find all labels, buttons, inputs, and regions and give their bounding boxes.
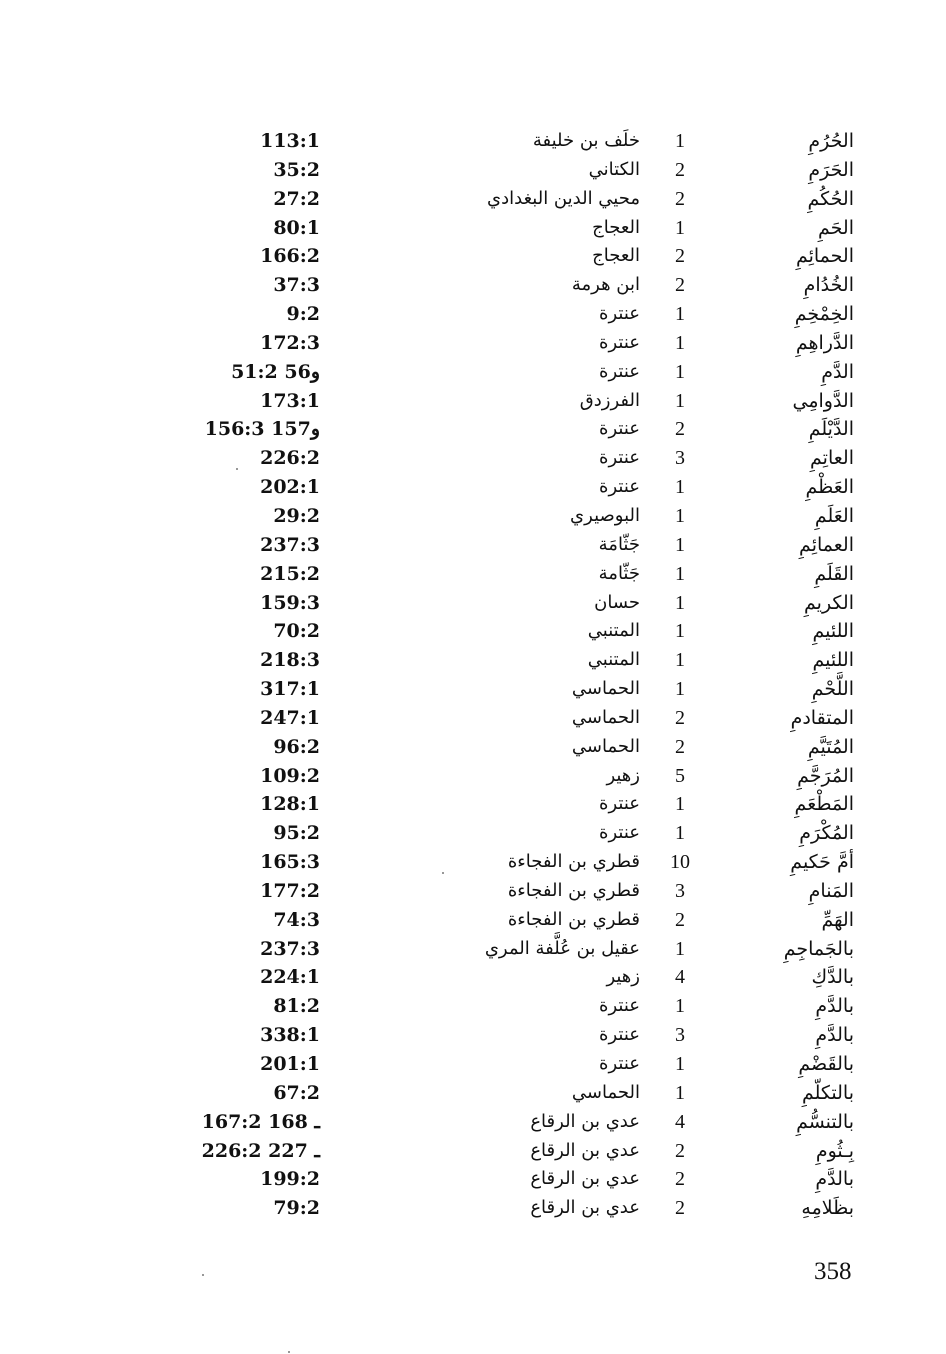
verse-count: 2 [675, 418, 685, 441]
verse-count: 1 [675, 591, 685, 614]
poet-name: جَثّامة [598, 562, 640, 584]
poet-name: زهير [606, 764, 640, 786]
poet-name: الكتاني [588, 158, 640, 180]
rhyme-word: الخِمْخِمِ [794, 303, 854, 326]
verse-count: 1 [675, 678, 685, 701]
source-reference: 67:2 [273, 1081, 320, 1104]
rhyme-word: الحُكُمِ [807, 187, 854, 210]
source-reference: 237:3 [260, 937, 320, 960]
source-reference: 109:2 [260, 764, 320, 787]
rhyme-word: العاتِمِ [810, 447, 854, 470]
source-reference: 224:1 [260, 966, 320, 989]
source-reference: 165:3 [260, 851, 320, 874]
source-reference: 237:3 [260, 533, 320, 556]
index-row [0, 819, 946, 848]
index-row [0, 156, 946, 185]
index-row [0, 1021, 946, 1050]
index-row [0, 1194, 946, 1223]
source-reference: 37:3 [273, 274, 320, 297]
source-reference: 70:2 [273, 620, 320, 643]
index-row [0, 300, 946, 329]
index-row [0, 214, 946, 243]
index-row [0, 358, 946, 387]
poet-name: زهير [606, 966, 640, 988]
verse-count: 10 [670, 851, 690, 874]
poet-name: عنترة [599, 822, 640, 844]
rhyme-word: الحَرَمِ [808, 158, 854, 181]
source-reference: 177:2 [260, 879, 320, 902]
rhyme-word: بالدَّكِ [811, 966, 854, 989]
rhyme-word: المَطْعَمِ [794, 793, 854, 816]
index-row [0, 790, 946, 819]
source-reference: 156:3 و157 [204, 418, 320, 441]
scan-speck [236, 468, 238, 470]
verse-count: 2 [675, 245, 685, 268]
index-row [0, 329, 946, 358]
index-row [0, 415, 946, 444]
verse-count: 5 [675, 764, 685, 787]
verse-count: 2 [675, 735, 685, 758]
rhyme-word: بالدَّمِ [815, 1024, 854, 1047]
verse-count: 1 [675, 822, 685, 845]
rhyme-word: الكريمِ [804, 591, 854, 614]
verse-count: 2 [675, 158, 685, 181]
rhyme-word: العَظْمِ [805, 476, 854, 499]
index-row [0, 444, 946, 473]
source-reference: 128:1 [260, 793, 320, 816]
poet-name: عنترة [599, 476, 640, 498]
source-reference: 159:3 [260, 591, 320, 614]
rhyme-word: المُرَجَّمِ [797, 764, 854, 787]
rhyme-word: بالدَّمِ [815, 1168, 854, 1191]
poet-name: العجاج [592, 216, 640, 238]
scan-speck [202, 1274, 204, 1276]
poet-name: البوصيري [570, 504, 640, 526]
verse-count: 1 [675, 303, 685, 326]
verse-count: 1 [675, 562, 685, 585]
poet-name: عنترة [599, 331, 640, 353]
rhyme-word: اللئيمِ [812, 649, 854, 672]
index-row [0, 387, 946, 416]
poet-name: قطري بن الفجاءة [507, 908, 640, 930]
rhyme-word: بالقَضْمِ [798, 1053, 854, 1075]
verse-count: 2 [675, 1168, 685, 1191]
poet-name: عنترة [599, 1053, 640, 1074]
poet-name: الحماسي [571, 1081, 640, 1103]
verse-count: 1 [675, 476, 685, 499]
rhyme-word: بالدَّمِ [815, 995, 854, 1018]
index-row [0, 242, 946, 271]
verse-count: 2 [675, 908, 685, 931]
source-reference: 29:2 [273, 504, 320, 527]
index-row [0, 531, 946, 560]
poet-name: الحماسي [571, 678, 640, 700]
poet-name: عنترة [599, 418, 640, 440]
index-row [0, 704, 946, 733]
verse-count: 3 [675, 879, 685, 902]
rhyme-word: بالجَماجِمِ [783, 937, 854, 960]
source-reference: 27:2 [273, 187, 320, 210]
poet-name: عنترة [599, 793, 640, 815]
rhyme-word: المُكْرَمِ [799, 822, 854, 845]
index-row [0, 646, 946, 675]
verse-count: 2 [675, 1139, 685, 1162]
index-row [0, 1079, 946, 1108]
verse-count: 1 [675, 995, 685, 1018]
verse-count: 3 [675, 447, 685, 470]
poet-name: عدي بن الرقاع [530, 1168, 640, 1190]
poet-name: عنترة [599, 447, 640, 469]
source-reference: 172:3 [260, 331, 320, 354]
source-reference: 35:2 [273, 158, 320, 181]
rhyme-word: المَنامِ [808, 879, 854, 902]
poet-name: خلَف بن خليفة [532, 130, 640, 151]
rhyme-word: بِـثُومِ [815, 1139, 854, 1162]
verse-count: 4 [675, 1110, 685, 1133]
verse-count: 2 [675, 1197, 685, 1220]
verse-count: 2 [675, 274, 685, 297]
poet-name: محيي الدين البغدادي [487, 187, 640, 209]
poet-name: جَثّامَة [598, 533, 640, 555]
source-reference: 215:2 [260, 562, 320, 585]
source-reference: 74:3 [273, 908, 320, 931]
rhyme-word: الحَمِ [818, 216, 854, 239]
poet-name: الحماسي [571, 735, 640, 757]
source-reference: 199:2 [260, 1168, 320, 1191]
rhyme-word: بظَلامِهِ [801, 1197, 854, 1220]
index-row [0, 963, 946, 992]
source-reference: 79:2 [273, 1197, 320, 1220]
source-reference: 226:2 ـ 227 [201, 1139, 320, 1162]
index-row [0, 560, 946, 589]
source-reference: 226:2 [260, 447, 320, 470]
rhyme-word: الخُدُامِ [803, 274, 854, 297]
poet-name: المتنبي [587, 649, 640, 671]
poet-name: عقيل بن عُلَّفة المري [484, 937, 640, 959]
poet-name: عنترة [599, 360, 640, 382]
verse-count: 1 [675, 130, 685, 152]
index-row [0, 1165, 946, 1194]
source-reference: 166:2 [260, 245, 320, 268]
index-row [0, 675, 946, 704]
index-row [0, 733, 946, 762]
poet-name: عنترة [599, 1024, 640, 1046]
poet-name: عنترة [599, 303, 640, 325]
rhyme-word: الدَّمِ [821, 360, 854, 383]
rhyme-word: الدَّيْلَمِ [808, 418, 854, 441]
source-reference: 218:3 [260, 649, 320, 672]
poet-name: حسان [594, 591, 640, 613]
poet-name: عدي بن الرقاع [530, 1139, 640, 1161]
index-row [0, 502, 946, 531]
rhyme-word: الدَّراهِمِ [795, 331, 854, 354]
source-reference: 247:1 [260, 706, 320, 729]
rhyme-word: الحمائِمِ [795, 245, 854, 268]
verse-count: 1 [675, 331, 685, 354]
index-row [0, 992, 946, 1021]
index-row [0, 906, 946, 935]
index-row [0, 1108, 946, 1137]
index-row [0, 271, 946, 300]
source-reference: 202:1 [260, 476, 320, 499]
source-reference: 9:2 [286, 303, 320, 326]
source-reference: 173:1 [260, 389, 320, 412]
source-reference: 201:1 [260, 1053, 320, 1075]
verse-count: 2 [675, 187, 685, 210]
rhyme-index-table [0, 127, 946, 1223]
rhyme-word: بالتنسُّمِ [796, 1110, 854, 1133]
source-reference: 338:1 [260, 1024, 320, 1047]
rhyme-word: اللئيمِ [812, 620, 854, 643]
verse-count: 1 [675, 360, 685, 383]
rhyme-word: العَلَمِ [814, 504, 854, 527]
poet-name: عنترة [599, 995, 640, 1017]
verse-count: 1 [675, 649, 685, 672]
source-reference: 317:1 [260, 678, 320, 701]
verse-count: 1 [675, 1081, 685, 1104]
page-number: 358 [814, 1258, 852, 1285]
index-row [0, 762, 946, 791]
verse-count: 1 [675, 216, 685, 239]
index-row [0, 1137, 946, 1166]
verse-count: 1 [675, 533, 685, 556]
poet-name: العجاج [592, 245, 640, 267]
verse-count: 1 [675, 389, 685, 412]
source-reference: 95:2 [273, 822, 320, 845]
index-row [0, 127, 946, 156]
poet-name: المتنبي [587, 620, 640, 642]
rhyme-word: اللَّحْمِ [811, 678, 854, 701]
index-row [0, 1050, 946, 1079]
source-reference: 96:2 [273, 735, 320, 758]
source-reference: 167:2 ـ 168 [201, 1110, 320, 1133]
rhyme-word: الحُرُمِ [808, 130, 854, 152]
index-row [0, 877, 946, 906]
poet-name: عدي بن الرقاع [530, 1197, 640, 1219]
index-row [0, 589, 946, 618]
index-row [0, 185, 946, 214]
rhyme-word: أمَّ حَكيمِ [790, 851, 854, 874]
poet-name: قطري بن الفجاءة [507, 879, 640, 901]
source-reference: 81:2 [273, 995, 320, 1018]
verse-count: 1 [675, 504, 685, 527]
index-row [0, 473, 946, 502]
rhyme-word: الهَمِّ [821, 908, 854, 931]
rhyme-word: المتقادمِ [790, 706, 854, 729]
rhyme-word: القَلَمِ [814, 562, 854, 585]
source-reference: 80:1 [273, 216, 320, 239]
source-reference: 113:1 [260, 130, 320, 152]
verse-count: 4 [675, 966, 685, 989]
rhyme-word: بالتكلّمِ [801, 1081, 854, 1104]
poet-name: قطري بن الفجاءة [507, 851, 640, 873]
poet-name: عدي بن الرقاع [530, 1110, 640, 1132]
index-row [0, 935, 946, 964]
index-row [0, 848, 946, 877]
poet-name: الحماسي [571, 706, 640, 728]
verse-count: 1 [675, 793, 685, 816]
verse-count: 1 [675, 1053, 685, 1075]
source-reference: 51:2 و56 [231, 360, 320, 383]
verse-count: 2 [675, 706, 685, 729]
rhyme-word: الدَّوامِي [792, 389, 854, 412]
verse-count: 3 [675, 1024, 685, 1047]
scan-speck [442, 872, 444, 874]
rhyme-word: المُتَيَّمِ [807, 735, 854, 758]
poet-name: الفرزدق [579, 389, 640, 411]
scan-speck [288, 1351, 290, 1353]
poet-name: ابن هرمة [571, 274, 640, 296]
verse-count: 1 [675, 620, 685, 643]
verse-count: 1 [675, 937, 685, 960]
index-row [0, 617, 946, 646]
rhyme-word: العمائِمِ [799, 533, 854, 556]
